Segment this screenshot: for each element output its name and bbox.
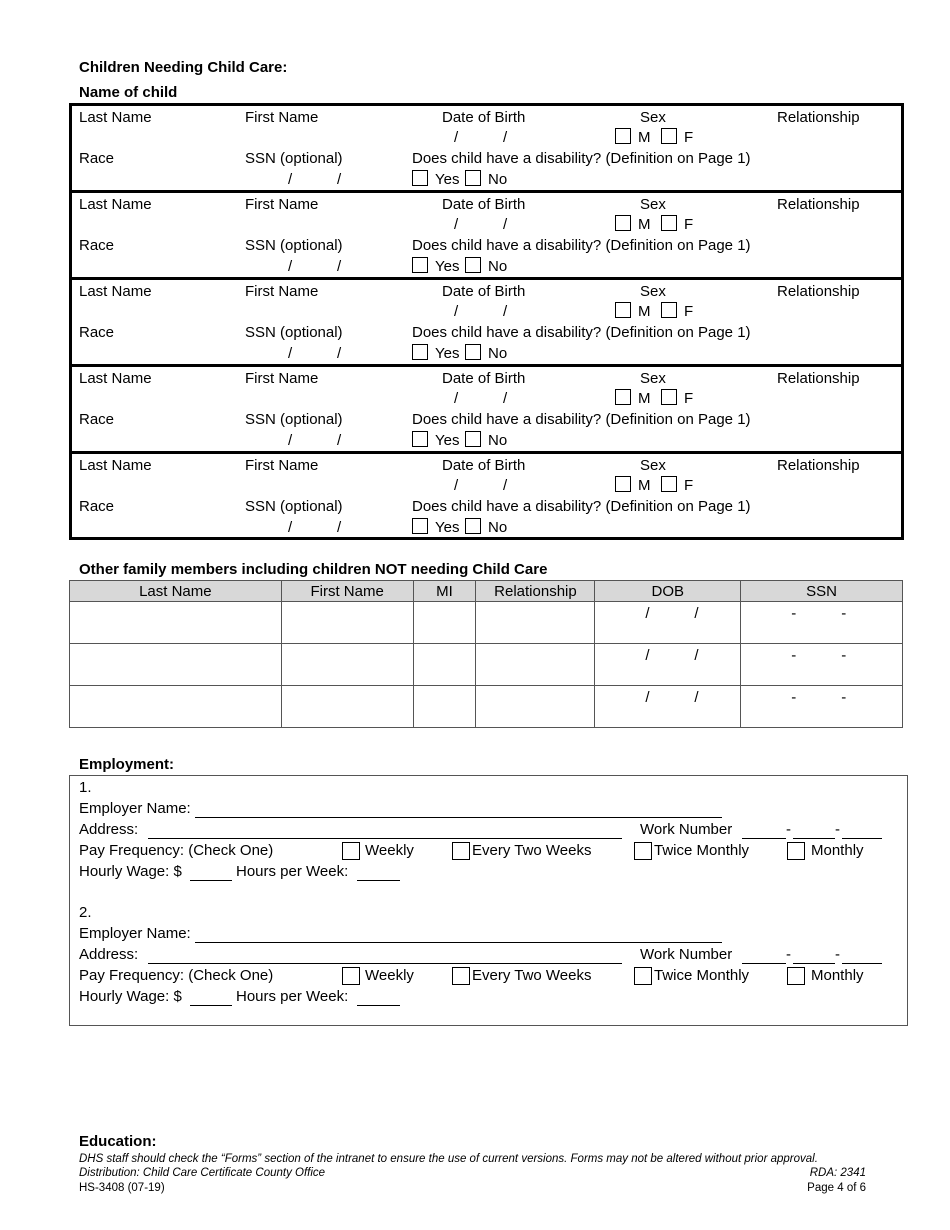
first-name-cell[interactable] <box>281 686 413 728</box>
last-name-cell[interactable] <box>70 644 282 686</box>
work-number-prefix-field[interactable] <box>793 838 835 839</box>
ssn-separator: / <box>288 519 293 536</box>
child-last-name-label: Last Name <box>79 196 152 213</box>
child-sex-label: Sex <box>640 370 666 387</box>
sex-male-checkbox[interactable] <box>615 389 631 405</box>
child-ssn-label: SSN (optional) <box>245 324 343 341</box>
disability-yes-label: Yes <box>435 345 460 362</box>
hours-per-week-label: Hours per Week: <box>236 988 349 1005</box>
sex-female-checkbox[interactable] <box>661 215 677 231</box>
mi-cell[interactable] <box>413 644 476 686</box>
child-race-label: Race <box>79 237 115 254</box>
footer-page-number: Page 4 of 6 <box>807 1182 866 1194</box>
disability-no-label: No <box>488 171 508 188</box>
twice-monthly-label: Twice Monthly <box>654 842 750 859</box>
sex-male-label: M <box>638 303 651 320</box>
address-field[interactable] <box>148 963 622 964</box>
child-first-name-label: First Name <box>245 457 319 474</box>
child-sex-label: Sex <box>640 283 666 300</box>
sex-female-label: F <box>684 477 694 494</box>
disability-no-checkbox[interactable] <box>465 170 481 186</box>
ssn-separator: - <box>841 647 847 664</box>
first-name-cell[interactable] <box>281 644 413 686</box>
disability-no-checkbox[interactable] <box>465 257 481 273</box>
child-disability-question: Does child have a disability? (Definition on Page 1) <box>412 237 751 254</box>
sex-female-label: F <box>684 303 694 320</box>
ssn-separator: - <box>791 605 797 622</box>
sex-female-checkbox[interactable] <box>661 476 677 492</box>
last-name-cell[interactable] <box>70 686 282 728</box>
twice-monthly-checkbox[interactable] <box>634 967 652 985</box>
child-sex-label: Sex <box>640 457 666 474</box>
disability-no-checkbox[interactable] <box>465 344 481 360</box>
disability-yes-label: Yes <box>435 258 460 275</box>
disability-no-label: No <box>488 258 508 275</box>
dob-cell[interactable] <box>595 602 741 644</box>
child-dob-label: Date of Birth <box>442 370 526 387</box>
sex-male-checkbox[interactable] <box>615 302 631 318</box>
weekly-label: Weekly <box>365 842 414 859</box>
employer-name-label: Employer Name: <box>79 800 191 817</box>
table-row <box>70 686 903 728</box>
employer-name-field[interactable] <box>195 942 722 943</box>
every-two-weeks-label: Every Two Weeks <box>472 842 592 859</box>
family-table-header <box>70 581 903 602</box>
dob-separator: / <box>694 605 699 622</box>
children-section-title: Children Needing Child Care: <box>79 59 288 76</box>
child-dob-label: Date of Birth <box>442 457 526 474</box>
hourly-wage-label: Hourly Wage: $ <box>79 988 182 1005</box>
relationship-cell[interactable] <box>476 686 595 728</box>
weekly-checkbox[interactable] <box>342 842 360 860</box>
every-two-weeks-checkbox[interactable] <box>452 842 470 860</box>
ssn-separator: / <box>288 258 293 275</box>
footer-distribution: Distribution: Child Care Certificate County Office <box>79 1167 326 1179</box>
disability-yes-label: Yes <box>435 519 460 536</box>
ssn-cell[interactable] <box>741 644 903 686</box>
ssn-separator: / <box>288 171 293 188</box>
child-disability-question: Does child have a disability? (Definition on Page 1) <box>412 498 751 515</box>
sex-male-checkbox[interactable] <box>615 128 631 144</box>
work-number-label: Work Number <box>640 821 733 838</box>
hours-per-week-field[interactable] <box>357 880 400 881</box>
dob-separator: / <box>454 129 459 146</box>
disability-yes-label: Yes <box>435 432 460 449</box>
employer-entry-number: 2. <box>79 904 92 921</box>
mi-cell[interactable] <box>413 686 476 728</box>
dob-cell[interactable] <box>595 686 741 728</box>
work-number-area-field[interactable] <box>742 963 786 964</box>
sex-female-checkbox[interactable] <box>661 389 677 405</box>
disability-no-label: No <box>488 432 508 449</box>
child-ssn-label: SSN (optional) <box>245 237 343 254</box>
sex-female-checkbox[interactable] <box>661 128 677 144</box>
work-number-dash: - <box>835 946 840 963</box>
work-number-line-field[interactable] <box>842 963 882 964</box>
column-header-dob: DOB <box>595 581 741 602</box>
dob-separator: / <box>503 129 508 146</box>
ssn-separator: - <box>791 647 797 664</box>
disability-no-checkbox[interactable] <box>465 431 481 447</box>
education-section-title: Education: <box>79 1133 157 1150</box>
address-field[interactable] <box>148 838 622 839</box>
column-header-mi: MI <box>413 581 476 602</box>
dob-separator: / <box>645 605 650 622</box>
hourly-wage-field[interactable] <box>190 1005 232 1006</box>
work-number-dash: - <box>786 821 791 838</box>
sex-female-label: F <box>684 216 694 233</box>
work-number-line-field[interactable] <box>842 838 882 839</box>
disability-yes-checkbox[interactable] <box>412 518 428 534</box>
dob-separator: / <box>454 477 459 494</box>
disability-no-checkbox[interactable] <box>465 518 481 534</box>
column-header-first-name: First Name <box>281 581 413 602</box>
child-last-name-label: Last Name <box>79 109 152 126</box>
dob-separator: / <box>503 390 508 407</box>
relationship-cell[interactable] <box>476 644 595 686</box>
sex-female-checkbox[interactable] <box>661 302 677 318</box>
footer-rda: RDA: 2341 <box>809 1167 866 1179</box>
dob-separator: / <box>454 303 459 320</box>
footer-form-number: HS-3408 (07-19) <box>79 1182 165 1194</box>
child-last-name-label: Last Name <box>79 457 152 474</box>
last-name-cell[interactable] <box>70 602 282 644</box>
child-last-name-label: Last Name <box>79 370 152 387</box>
dob-separator: / <box>694 689 699 706</box>
sex-female-label: F <box>684 390 694 407</box>
child-first-name-label: First Name <box>245 370 319 387</box>
column-header-last-name: Last Name <box>70 581 282 602</box>
hours-per-week-field[interactable] <box>357 1005 400 1006</box>
dob-separator: / <box>454 390 459 407</box>
sex-male-label: M <box>638 390 651 407</box>
employer-name-label: Employer Name: <box>79 925 191 942</box>
employer-entry-number: 1. <box>79 779 92 796</box>
sex-male-label: M <box>638 129 651 146</box>
child-race-label: Race <box>79 324 115 341</box>
child-dob-label: Date of Birth <box>442 283 526 300</box>
employment-section-title: Employment: <box>79 756 175 773</box>
sex-male-label: M <box>638 216 651 233</box>
column-header-ssn: SSN <box>741 581 903 602</box>
ssn-separator: / <box>337 345 342 362</box>
child-relationship-label: Relationship <box>777 283 860 300</box>
ssn-separator: / <box>337 519 342 536</box>
child-race-label: Race <box>79 498 115 515</box>
child-relationship-label: Relationship <box>777 457 860 474</box>
ssn-separator: - <box>841 605 847 622</box>
first-name-cell[interactable] <box>281 602 413 644</box>
disability-yes-checkbox[interactable] <box>412 344 428 360</box>
work-number-dash: - <box>786 946 791 963</box>
work-number-prefix-field[interactable] <box>793 963 835 964</box>
disability-no-label: No <box>488 345 508 362</box>
family-section-title: Other family members including children NOT needing Child Care <box>79 561 548 578</box>
monthly-label: Monthly <box>811 842 864 859</box>
dob-cell[interactable] <box>595 644 741 686</box>
employer-name-field[interactable] <box>195 817 722 818</box>
dob-separator: / <box>454 216 459 233</box>
weekly-label: Weekly <box>365 967 414 984</box>
employment-box <box>69 775 908 1026</box>
ssn-cell[interactable] <box>741 602 903 644</box>
work-number-area-field[interactable] <box>742 838 786 839</box>
name-of-child-heading: Name of child <box>79 84 178 101</box>
child-sex-label: Sex <box>640 109 666 126</box>
footer-notice: DHS staff should check the “Forms” section of the intranet to ensure the use of current versions. Forms may not be altered without prior approval. <box>79 1153 818 1165</box>
child-race-label: Race <box>79 411 115 428</box>
pay-frequency-label: Pay Frequency: (Check One) <box>79 967 274 984</box>
ssn-separator: - <box>841 689 847 706</box>
sex-male-checkbox[interactable] <box>615 215 631 231</box>
disability-yes-checkbox[interactable] <box>412 431 428 447</box>
child-disability-question: Does child have a disability? (Definition on Page 1) <box>412 411 751 428</box>
child-ssn-label: SSN (optional) <box>245 411 343 428</box>
ssn-separator: / <box>288 432 293 449</box>
child-race-label: Race <box>79 150 115 167</box>
disability-yes-checkbox[interactable] <box>412 257 428 273</box>
family-members-table <box>69 580 903 728</box>
child-first-name-label: First Name <box>245 109 319 126</box>
child-ssn-label: SSN (optional) <box>245 150 343 167</box>
child-first-name-label: First Name <box>245 283 319 300</box>
monthly-checkbox[interactable] <box>787 967 805 985</box>
hours-per-week-label: Hours per Week: <box>236 863 349 880</box>
child-dob-label: Date of Birth <box>442 109 526 126</box>
child-sex-label: Sex <box>640 196 666 213</box>
dob-separator: / <box>503 216 508 233</box>
child-dob-label: Date of Birth <box>442 196 526 213</box>
column-header-relationship: Relationship <box>476 581 595 602</box>
address-label: Address: <box>79 821 139 838</box>
monthly-checkbox[interactable] <box>787 842 805 860</box>
child-relationship-label: Relationship <box>777 109 860 126</box>
pay-frequency-label: Pay Frequency: (Check One) <box>79 842 274 859</box>
ssn-separator: - <box>791 689 797 706</box>
twice-monthly-label: Twice Monthly <box>654 967 750 984</box>
work-number-label: Work Number <box>640 946 733 963</box>
ssn-separator: / <box>337 171 342 188</box>
sex-female-label: F <box>684 129 694 146</box>
address-label: Address: <box>79 946 139 963</box>
work-number-dash: - <box>835 821 840 838</box>
every-two-weeks-label: Every Two Weeks <box>472 967 592 984</box>
disability-no-label: No <box>488 519 508 536</box>
monthly-label: Monthly <box>811 967 864 984</box>
disability-yes-label: Yes <box>435 171 460 188</box>
mi-cell[interactable] <box>413 602 476 644</box>
relationship-cell[interactable] <box>476 602 595 644</box>
table-row <box>70 602 903 644</box>
dob-separator: / <box>694 647 699 664</box>
ssn-cell[interactable] <box>741 686 903 728</box>
dob-separator: / <box>645 647 650 664</box>
hourly-wage-field[interactable] <box>190 880 232 881</box>
child-relationship-label: Relationship <box>777 196 860 213</box>
child-relationship-label: Relationship <box>777 370 860 387</box>
ssn-separator: / <box>337 432 342 449</box>
sex-male-label: M <box>638 477 651 494</box>
dob-separator: / <box>503 477 508 494</box>
dob-separator: / <box>645 689 650 706</box>
twice-monthly-checkbox[interactable] <box>634 842 652 860</box>
ssn-separator: / <box>288 345 293 362</box>
child-ssn-label: SSN (optional) <box>245 498 343 515</box>
sex-male-checkbox[interactable] <box>615 476 631 492</box>
hourly-wage-label: Hourly Wage: $ <box>79 863 182 880</box>
child-first-name-label: First Name <box>245 196 319 213</box>
disability-yes-checkbox[interactable] <box>412 170 428 186</box>
weekly-checkbox[interactable] <box>342 967 360 985</box>
child-disability-question: Does child have a disability? (Definition on Page 1) <box>412 324 751 341</box>
child-last-name-label: Last Name <box>79 283 152 300</box>
ssn-separator: / <box>337 258 342 275</box>
child-disability-question: Does child have a disability? (Definition on Page 1) <box>412 150 751 167</box>
dob-separator: / <box>503 303 508 320</box>
table-row <box>70 644 903 686</box>
every-two-weeks-checkbox[interactable] <box>452 967 470 985</box>
